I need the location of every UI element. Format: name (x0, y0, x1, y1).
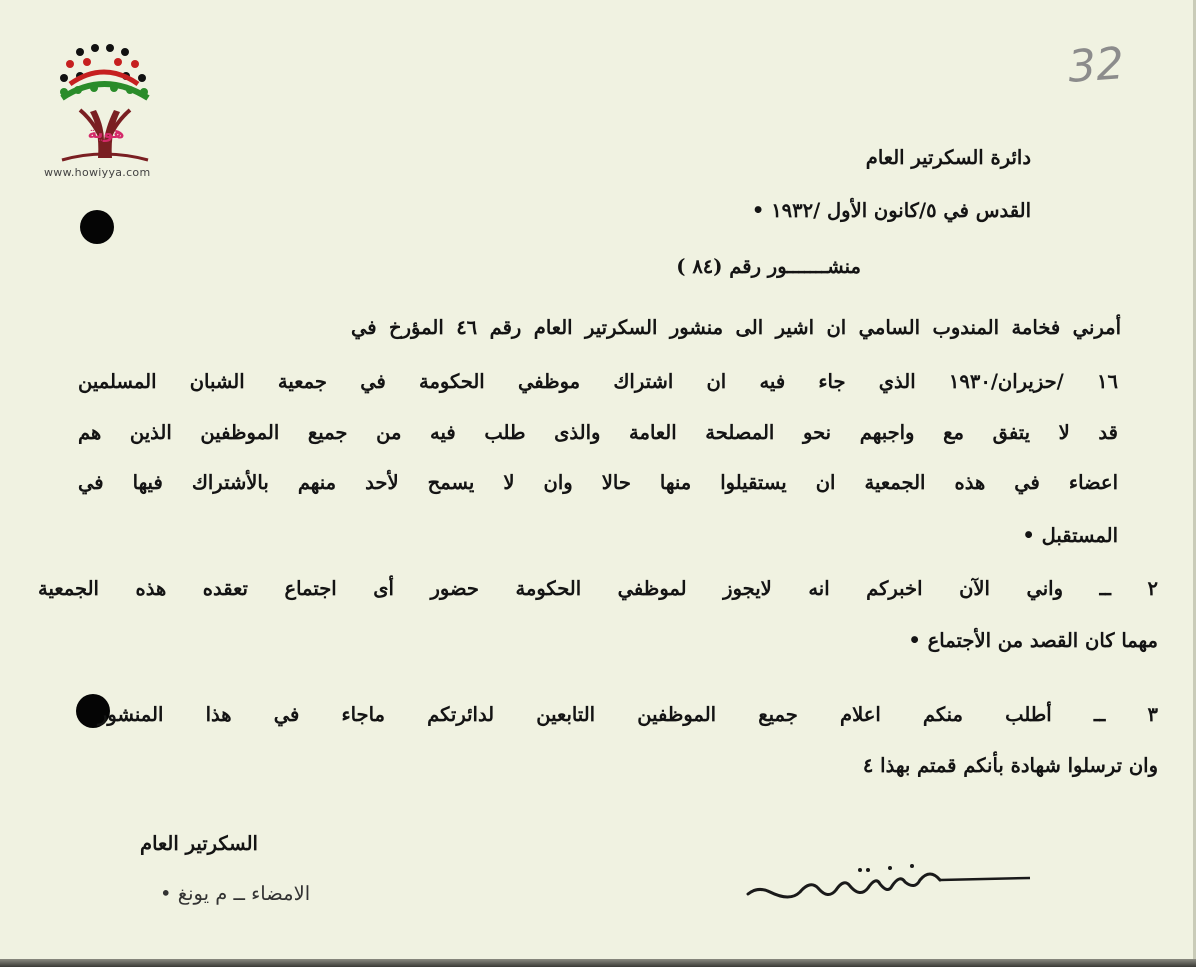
body-line-5: المستقبل • (1022, 524, 1118, 547)
handwritten-signature (740, 858, 1040, 908)
page-number: 32 (1066, 38, 1126, 93)
logo-arabic-text: هوية (87, 123, 125, 142)
watermark-url: www.howiyya.com (44, 166, 151, 179)
circular-title: منشـــــــور رقم (٨٤ ) (676, 255, 861, 278)
body-line-8: ٣ ــ أطلب منكم اعلام جميع الموظفين التابعين لدائرتكم ماجاء في هذا المنشور (98, 703, 1158, 726)
punch-hole-top (80, 210, 114, 244)
body-line-2: ١٦ /حزيران/١٩٣٠ الذي جاء فيه ان اشتراك موظفي الحكومة في جمعية الشبان المسلمين (78, 370, 1118, 393)
body-line-6: ٢ ــ واني الآن اخبركم انه لايجوز لموظفي الحكومة حضور أى اجتماع تعقده هذه الجمعية (38, 577, 1158, 600)
office-heading: دائرة السكرتير العام (865, 146, 1031, 169)
body-line-7: مهما كان القصد من الأجتماع • (908, 629, 1158, 652)
body-line-3: قد لا يتفق مع واجبهم نحو المصلحة العامة والذى طلب فيه من جميع الموظفين الذين هم (78, 421, 1118, 444)
body-line-9: وان ترسلوا شهادة بأنكم قمتم بهذا ٤ (862, 754, 1158, 777)
closing-signed: الامضاء ــ م يونغ • (160, 882, 311, 905)
body-line-1: أمرني فخامة المندوب السامي ان اشير الى منشور السكرتير العام رقم ٤٦ المؤرخ في (351, 316, 1121, 339)
body-line-4: اعضاء في هذه الجمعية ان يستقيلوا منها حالا وان لا يسمح لأحد منهم بالأشتراك فيها في (78, 471, 1118, 494)
place-date: القدس في ٥/كانون الأول /١٩٣٢ • (751, 199, 1031, 222)
page-edge-bottom (0, 959, 1196, 967)
howiyya-logo (40, 40, 170, 185)
closing-title: السكرتير العام (140, 832, 258, 855)
